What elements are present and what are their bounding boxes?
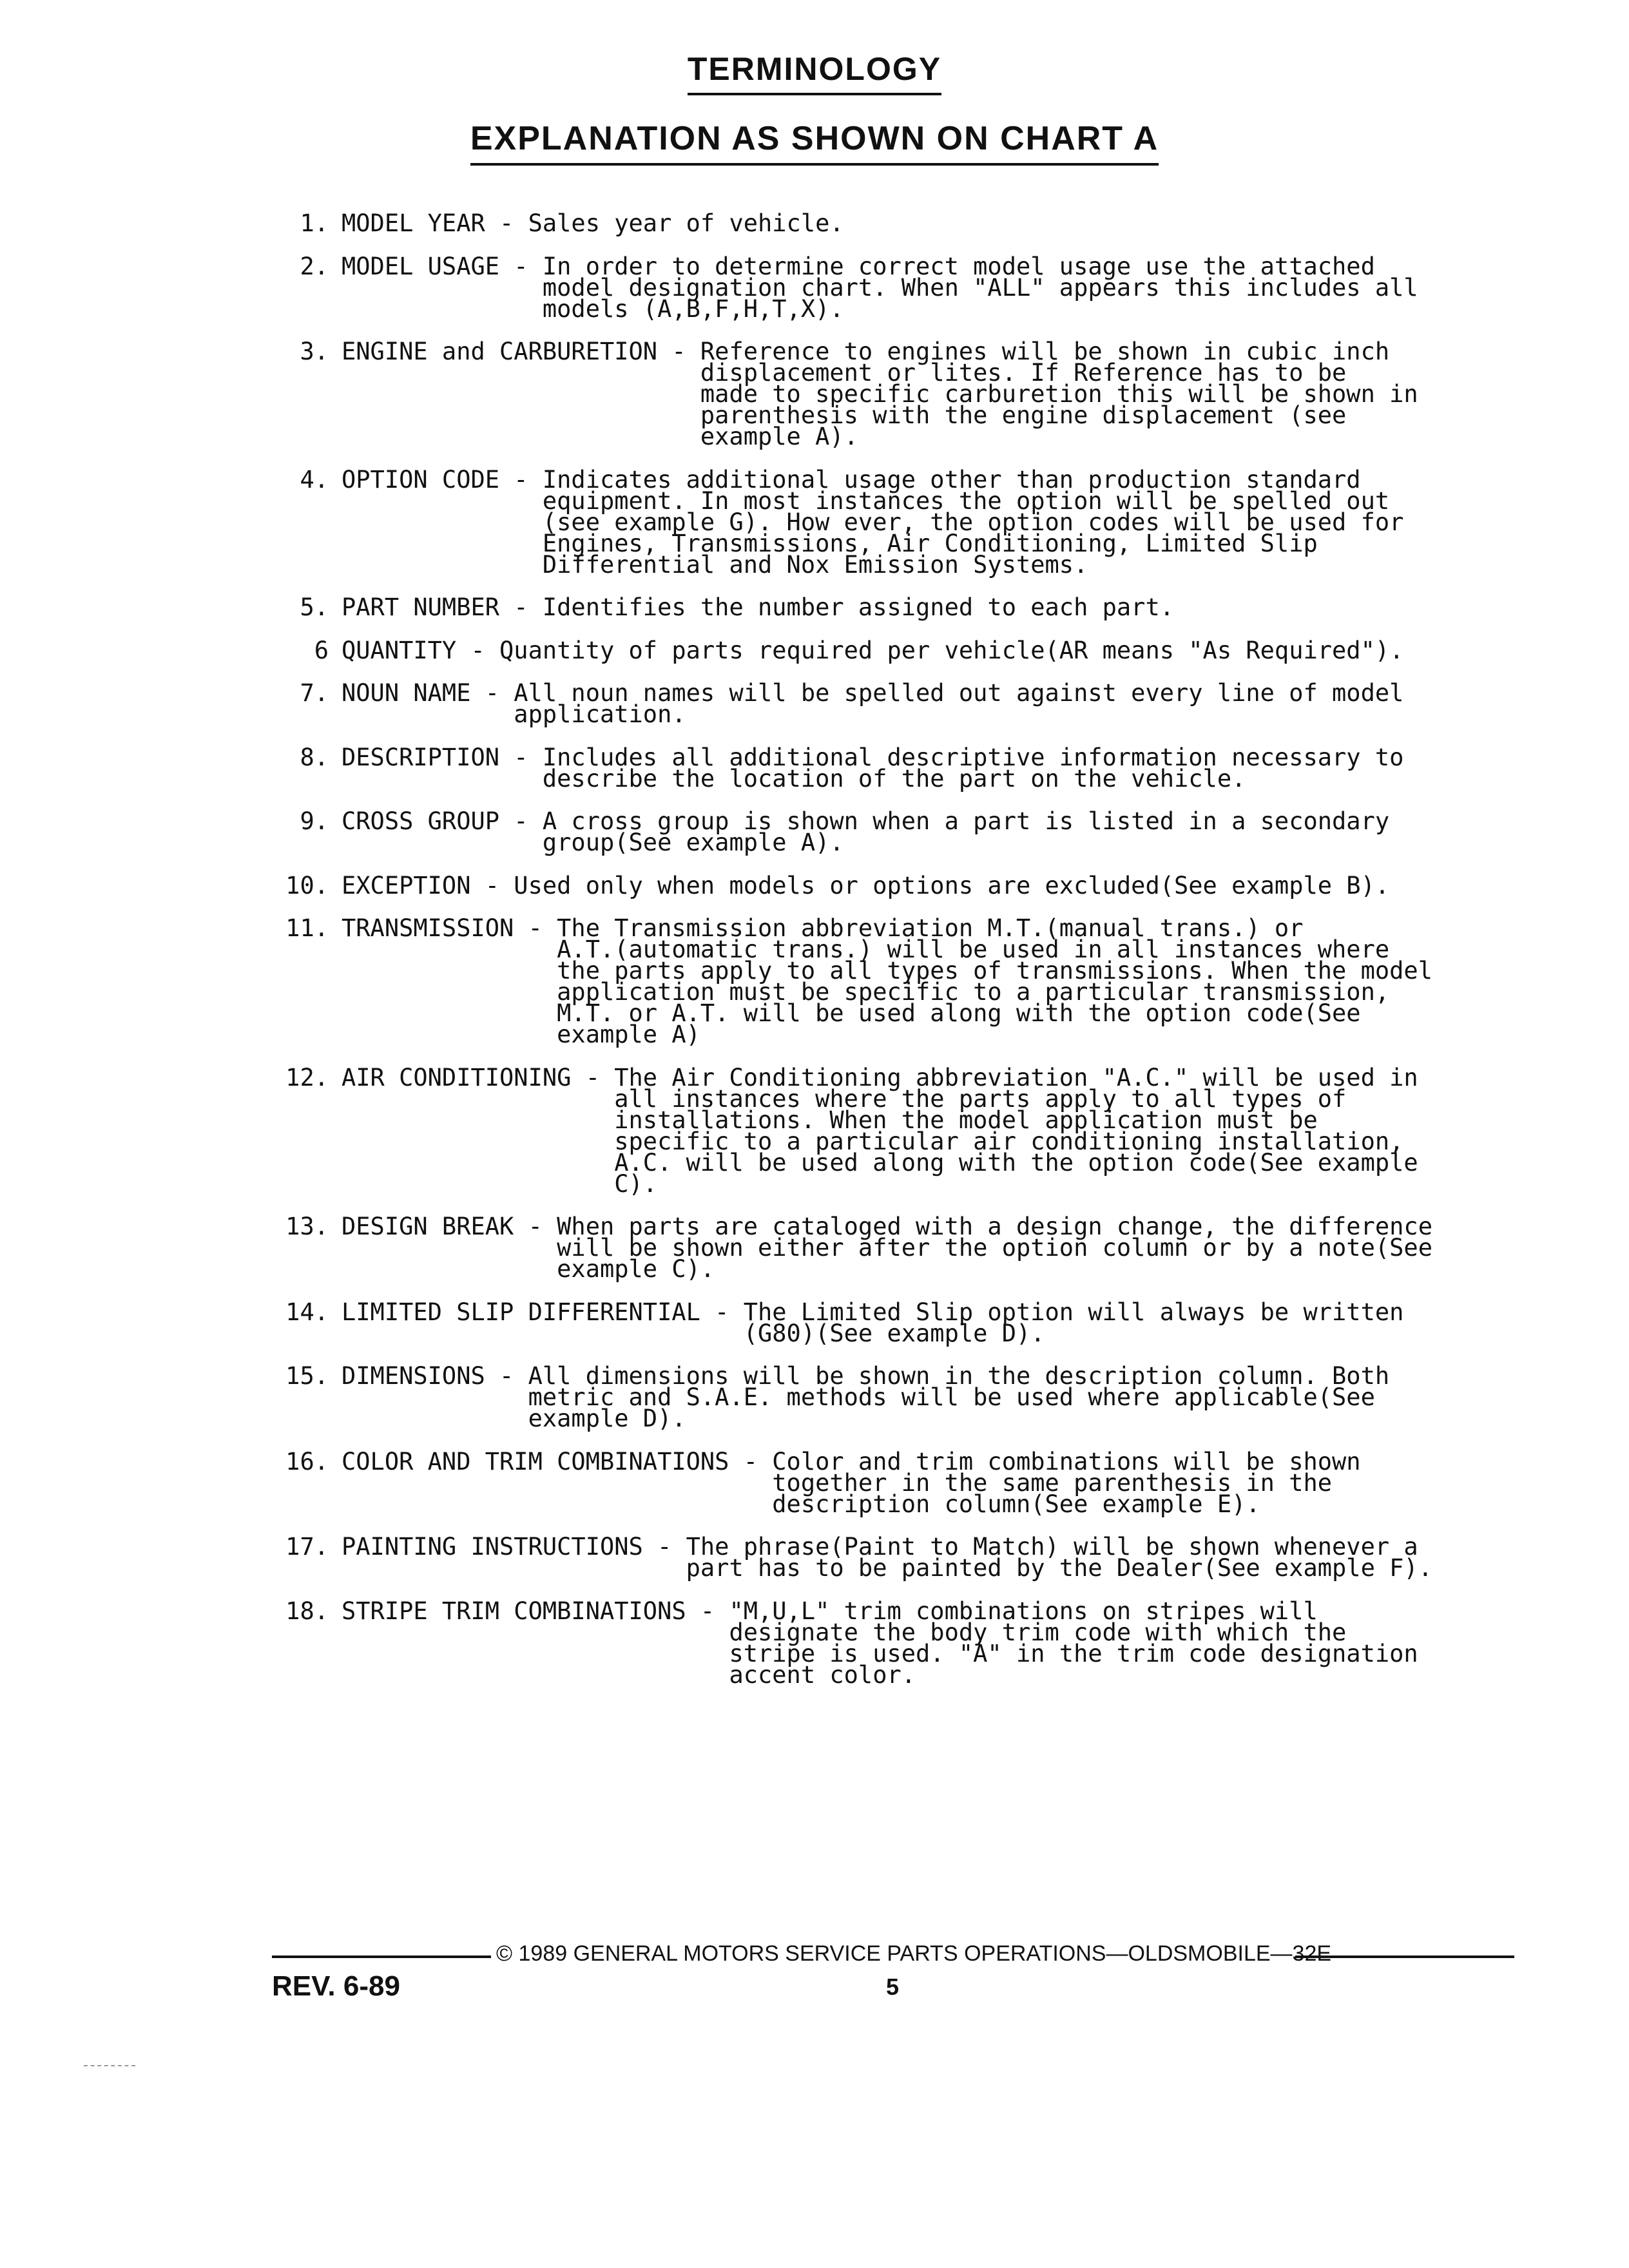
entry-line: example A). (342, 423, 858, 450)
entry-line: models (A,B,F,H,T,X). (342, 294, 844, 323)
entry-line: MODEL USAGE - In order to determine correct model usage use the attached (342, 252, 1375, 280)
entry-line: parenthesis with the engine displacement (see (342, 401, 1347, 429)
entry-line: the parts apply to all types of transmissions. When the model (342, 957, 1432, 985)
entry-text (342, 1213, 1432, 1283)
entry-text (342, 1063, 1418, 1198)
entry-line: NOUN NAME - All noun names will be spelled out against every line of model (342, 679, 1404, 707)
entry-line: specific to a particular air conditioning installation, (342, 1127, 1404, 1155)
entry-line: QUANTITY - Quantity of parts required per vehicle(AR means "As Required"). (342, 636, 1404, 664)
page-number: 5 (886, 1974, 900, 2000)
entry-line: example D). (342, 1405, 686, 1432)
entry-number: 18. (285, 1597, 329, 1625)
entry-line: displacement or lites. If Reference has to be (342, 359, 1347, 387)
entry-line: A.C. will be used along with the option code(See example (342, 1148, 1418, 1177)
entry-text (342, 807, 1390, 856)
entry-number: 13. (285, 1213, 329, 1240)
entry-line: model designation chart. When "ALL" appears this includes all (342, 273, 1418, 302)
entry-line: example C). (342, 1255, 715, 1283)
entry-line: DIMENSIONS - All dimensions will be shown in the description column. Both (342, 1362, 1390, 1390)
entry-line: together in the same parenthesis in the (342, 1468, 1333, 1497)
entry-line: EXCEPTION - Used only when models or options are excluded(See example B). (342, 871, 1390, 899)
entry-line: DESIGN BREAK - When parts are cataloged with a design change, the difference (342, 1213, 1432, 1240)
entry-line: C). (342, 1169, 658, 1198)
entry-number: 4. (300, 465, 329, 494)
entry-line: LIMITED SLIP DIFFERENTIAL - The Limited Slip option will always be written (342, 1298, 1404, 1326)
entry-text (342, 871, 1390, 899)
entry-line: application. (342, 700, 686, 728)
entry-text (342, 679, 1404, 728)
entry-line: example A) (342, 1021, 700, 1048)
entry-text (342, 914, 1432, 1048)
entry-text (342, 743, 1404, 793)
footer-rule-right (1295, 1956, 1514, 1958)
entry-number: 10. (285, 871, 329, 899)
entry-line: COLOR AND TRIM COMBINATIONS - Color and trim combinations will be shown (342, 1447, 1361, 1475)
footer-copyright: © 1989 GENERAL MOTORS SERVICE PARTS OPERATIONS—OLDSMOBILE—32E (496, 1941, 1332, 1966)
entry-line: description column(See example E). (342, 1490, 1260, 1518)
entry-line: PAINTING INSTRUCTIONS - The phrase(Paint to Match) will be shown whenever a (342, 1533, 1418, 1561)
entry-line: equipment. In most instances the option will be spelled out (342, 486, 1390, 515)
page-subtitle-text: EXPLANATION AS SHOWN ON CHART A (470, 119, 1159, 166)
revision-label: REV. 6-89 (272, 1970, 400, 2002)
entry-text (342, 338, 1418, 450)
entry-number: 16. (285, 1447, 329, 1475)
entry-number: 15. (285, 1362, 329, 1390)
entry-text (342, 209, 844, 237)
entry-line: will be shown either after the option column or by a note(See (342, 1234, 1432, 1262)
page-subtitle (0, 119, 1629, 166)
entry-line: STRIPE TRIM COMBINATIONS - "M,U,L" trim combinations on stripes will (342, 1597, 1318, 1625)
entry-line: OPTION CODE - Indicates additional usage other than production standard (342, 465, 1361, 494)
entry-line: M.T. or A.T. will be used along with the option code(See (342, 999, 1361, 1027)
entry-number: 14. (285, 1298, 329, 1326)
entry-line: installations. When the model application must be (342, 1106, 1318, 1134)
entry-number: 9. (300, 807, 329, 835)
entry-line: DESCRIPTION - Includes all additional descriptive information necessary to (342, 743, 1404, 771)
page-title (0, 50, 1629, 95)
entry-text (342, 1533, 1432, 1582)
entry-line: group(See example A). (342, 829, 844, 856)
entry-number: 3. (300, 338, 329, 365)
entry-text (342, 252, 1418, 323)
entry-line: Differential and Nox Emission Systems. (342, 550, 1088, 579)
entry-line: metric and S.A.E. methods will be used where applicable(See (342, 1383, 1375, 1411)
entry-text (342, 593, 1175, 621)
entry-text (342, 465, 1404, 579)
entry-line: A.T.(automatic trans.) will be used in all instances where (342, 936, 1390, 963)
entry-line: part has to be painted by the Dealer(See example F). (342, 1554, 1432, 1582)
entry-number: 12. (285, 1063, 329, 1091)
scan-artifact (84, 2065, 135, 2066)
entry-line: Engines, Transmissions, Air Conditioning, Limited Slip (342, 529, 1318, 557)
entry-line: PART NUMBER - Identifies the number assigned to each part. (342, 593, 1175, 621)
entry-number: 6 (314, 636, 329, 664)
entry-number: 5. (300, 593, 329, 621)
entry-line: stripe is used. "A" in the trim code designation (342, 1639, 1418, 1667)
page-title-text: TERMINOLOGY (688, 50, 941, 95)
footer-rule-left (272, 1956, 491, 1958)
entry-text (342, 1362, 1390, 1432)
entry-line: MODEL YEAR - Sales year of vehicle. (342, 209, 844, 237)
entry-number: 8. (300, 743, 329, 771)
entry-line: TRANSMISSION - The Transmission abbreviation M.T.(manual trans.) or (342, 914, 1304, 942)
entry-line: made to specific carburetion this will be shown in (342, 380, 1418, 408)
entry-number: 7. (300, 679, 329, 707)
entry-line: CROSS GROUP - A cross group is shown when a part is listed in a secondary (342, 807, 1390, 835)
entry-line: designate the body trim code with which the (342, 1618, 1347, 1646)
entry-line: all instances where the parts apply to all types of (342, 1084, 1347, 1113)
entry-number: 2. (300, 252, 329, 280)
entry-line: ENGINE and CARBURETION - Reference to engines will be shown in cubic inch (342, 338, 1390, 365)
entry-line: application must be specific to a particular transmission, (342, 978, 1390, 1006)
entry-text (342, 636, 1404, 664)
entry-line: (G80)(See example D). (342, 1319, 1045, 1347)
entry-text (342, 1298, 1404, 1347)
entry-text (342, 1597, 1418, 1689)
entry-number: 17. (285, 1533, 329, 1561)
entry-line: describe the location of the part on the vehicle. (342, 764, 1246, 793)
entry-number: 11. (285, 914, 329, 942)
entry-line: (see example G). How ever, the option codes will be used for (342, 508, 1404, 536)
entry-text (342, 1447, 1361, 1518)
entry-number: 1. (300, 209, 329, 237)
entry-line: AIR CONDITIONING - The Air Conditioning abbreviation "A.C." will be used in (342, 1063, 1418, 1091)
entry-line: accent color. (342, 1660, 916, 1689)
